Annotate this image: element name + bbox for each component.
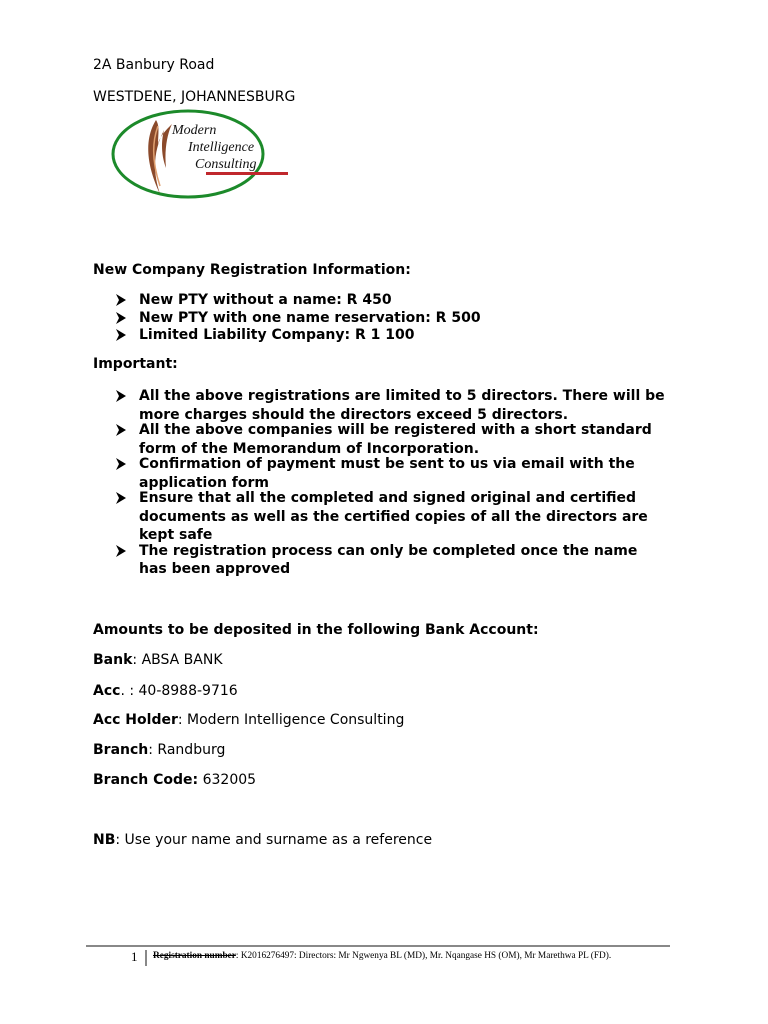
list-item bbox=[93, 455, 665, 492]
address-line-1: 2A Banbury Road bbox=[93, 57, 215, 73]
branch-code-label: Branch Code: bbox=[93, 772, 199, 788]
branch-row bbox=[93, 742, 225, 758]
footer-divider bbox=[86, 945, 670, 947]
registration-heading: New Company Registration Information: bbox=[93, 262, 411, 278]
logo-swoosh bbox=[148, 120, 172, 194]
arrow-bullet-icon bbox=[115, 492, 127, 504]
list-item-text: Confirmation of payment must be sent to us via email with the bbox=[139, 456, 635, 472]
arrow-bullet-icon bbox=[115, 458, 127, 470]
branch-code-row bbox=[93, 772, 256, 788]
bank-heading: Amounts to be deposited in the following Bank Account: bbox=[93, 622, 539, 638]
branch-label: Branch bbox=[93, 742, 149, 758]
arrow-bullet-icon bbox=[115, 545, 127, 557]
list-item bbox=[93, 291, 481, 310]
list-item-text: All the above registrations are limited to 5 directors. There will be bbox=[139, 388, 665, 404]
list-item bbox=[93, 387, 665, 424]
list-item-text: more charges should the directors exceed 5 directors. bbox=[139, 406, 569, 423]
list-item-text: All the above companies will be registered with a short standard bbox=[139, 422, 652, 438]
list-item bbox=[93, 489, 665, 545]
nb-label: NB bbox=[93, 832, 116, 848]
branch-code-value: 632005 bbox=[198, 772, 257, 788]
bank-name-row bbox=[93, 652, 223, 668]
footer-registration bbox=[153, 951, 611, 961]
list-item bbox=[93, 421, 665, 458]
registration-list bbox=[93, 291, 481, 344]
account-number-value: . : 40-8988-9716 bbox=[120, 683, 238, 699]
footer-separator bbox=[145, 950, 147, 966]
important-list bbox=[93, 387, 665, 576]
logo-underline bbox=[206, 172, 288, 175]
company-logo bbox=[108, 108, 294, 202]
important-heading: Important: bbox=[93, 356, 178, 372]
arrow-bullet-icon bbox=[115, 329, 127, 341]
list-item bbox=[93, 542, 665, 579]
account-number-label: Acc bbox=[93, 683, 121, 699]
page-number: 1 bbox=[131, 949, 138, 964]
footer-registration-text: : K2016276497: Directors: Mr Ngwenya BL (MD), Mr. Nqangase HS (OM), Mr Marethwa PL (FD). bbox=[235, 951, 612, 961]
account-holder-label: Acc Holder bbox=[93, 712, 178, 728]
list-item-text: New PTY without a name: R 450 bbox=[139, 292, 392, 308]
arrow-bullet-icon bbox=[115, 424, 127, 436]
account-holder-row bbox=[93, 712, 404, 728]
list-item-text: Limited Liability Company: R 1 100 bbox=[139, 327, 415, 343]
account-holder-value: : Modern Intelligence Consulting bbox=[177, 712, 405, 728]
list-item-text: New PTY with one name reservation: R 500 bbox=[139, 309, 481, 326]
address-line-2: WESTDENE, JOHANNESBURG bbox=[93, 89, 296, 105]
list-item bbox=[93, 326, 481, 345]
list-item-text: application form bbox=[139, 474, 269, 491]
bank-name-label: Bank bbox=[93, 652, 133, 668]
nb-note bbox=[93, 832, 432, 848]
list-item bbox=[93, 309, 481, 328]
logo-text-modern: Modern bbox=[172, 123, 217, 138]
footer-registration-label: Registration number bbox=[153, 951, 236, 961]
list-item-text: Ensure that all the completed and signed original and certified bbox=[139, 490, 637, 506]
branch-value: : Randburg bbox=[148, 742, 226, 758]
arrow-bullet-icon bbox=[115, 294, 127, 306]
arrow-bullet-icon bbox=[115, 312, 127, 324]
list-item-text: The registration process can only be completed once the name bbox=[139, 542, 638, 559]
logo-text-intelligence: Intelligence bbox=[188, 140, 255, 155]
list-item-text: form of the Memorandum of Incorporation. bbox=[139, 440, 480, 457]
nb-text: : Use your name and surname as a reference bbox=[115, 832, 433, 848]
list-item-text: has been approved bbox=[139, 561, 291, 577]
account-number-row bbox=[93, 683, 238, 699]
list-item-text: documents as well as the certified copies of all the directors are bbox=[139, 508, 648, 525]
arrow-bullet-icon bbox=[115, 390, 127, 402]
bank-name-value: : ABSA BANK bbox=[132, 652, 223, 668]
list-item-text: kept safe bbox=[139, 527, 213, 543]
logo-text-consulting: Consulting bbox=[195, 157, 257, 172]
